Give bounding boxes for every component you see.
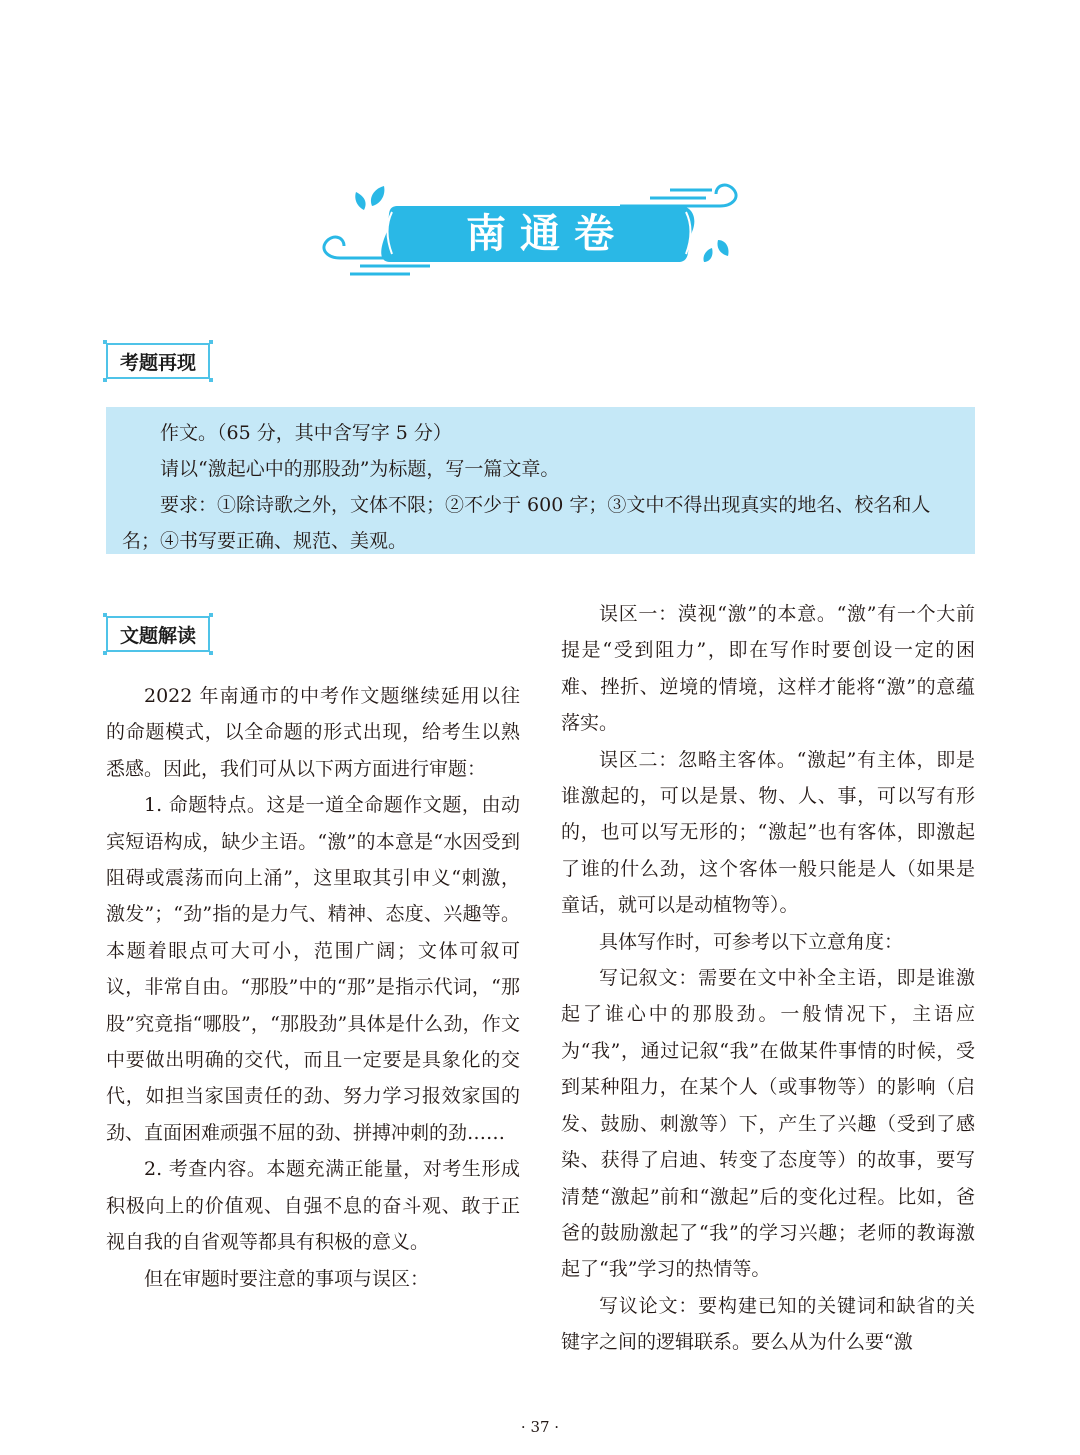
section-label-exam-text: 考题再现 (120, 351, 197, 374)
paragraph: 但在审题时要注意的事项与误区： (144, 1267, 430, 1290)
section-label-analysis-text: 文题解读 (120, 624, 197, 647)
prompt-line-2: 请以“激起心中的那股劲”为标题，写一篇文章。 (160, 458, 560, 480)
paragraph: 2022 年南通市的中考作文题继续延用以往的命题模式，以全命题的形式出现，给考生以熟悉感。因此，我们可从以下两方面进行审题： (106, 685, 520, 780)
paragraph: 具体写作时，可参考以下立意角度： (599, 930, 904, 953)
paragraph: 1. 命题特点。这是一道全命题作文题，由动宾短语构成，缺少主语。“激”的本意是“水因受到阻碍或震荡而向上涌”，这里取其引申义“刺激，激发”；“劲”指的是力气、精神、态度、兴趣等。本题着眼点可大可小，范围广阔；文体可叙可议，非常自由。“那股”中的“那”是指示代词，“那股”究竟指“哪股”，“那股劲”具体是什么劲，作文中要做出明确的交代，而且一定要是具象化的交代，如担当家国责任的劲、努力学习报效家国的劲、直面困难顽强不屈的劲、拼搏冲刺的劲…… (106, 794, 520, 1144)
page-title: 南通卷 (466, 211, 628, 257)
prompt-line-1: 作文。（65 分，其中含写字 5 分） (160, 422, 452, 444)
section-label-exam (106, 343, 210, 379)
right-column (561, 596, 975, 1361)
prompt-line-3: 要求：①除诗歌之外，文体不限；②不少于 600 字；③文中不得出现真实的地名、校名和人名；④书写要正确、规范、美观。 (122, 494, 931, 552)
paragraph: 写记叙文：需要在文中补全主语，即是谁激起了谁心中的那股劲。一般情况下，主语应为“我”，通过记叙“我”在做某件事情的时候，受到某种阻力，在某个人（或事物等）的影响（启发、鼓励、刺激等）下，产生了兴趣（受到了感染、获得了启迪、转变了态度等）的故事，要写清楚“激起”前和“激起”后的变化过程。比如，爸爸的鼓励激起了“我”的学习兴趣；老师的教诲激起了“我”学习的热情等。 (561, 967, 975, 1281)
paragraph: 误区二：忽略主客体。“激起”有主体，即是谁激起的，可以是景、物、人、事，可以写有形的，也可以写无形的；“激起”也有客体，即激起了谁的什么劲，这个客体一般只能是人（如果是童话，就可以是动植物等）。 (561, 748, 975, 917)
paragraph: 写议论文：要构建已知的关键词和缺省的关键字之间的逻辑联系。要么从为什么要“激 (561, 1294, 975, 1354)
page-number: · 37 · (520, 1418, 560, 1436)
left-column (106, 678, 520, 1297)
prompt-box (106, 407, 975, 554)
paragraph: 误区一：漠视“激”的本意。“激”有一个大前提是“受到阻力”，即在写作时要创设一定的困难、挫折、逆境的情境，这样才能将“激”的意蕴落实。 (561, 603, 975, 735)
section-label-analysis (106, 616, 210, 652)
paragraph: 2. 考查内容。本题充满正能量，对考生形成积极向上的价值观、自强不息的奋斗观、敢于正视自我的自省观等都具有积极的意义。 (106, 1158, 520, 1254)
title-banner (320, 178, 760, 288)
